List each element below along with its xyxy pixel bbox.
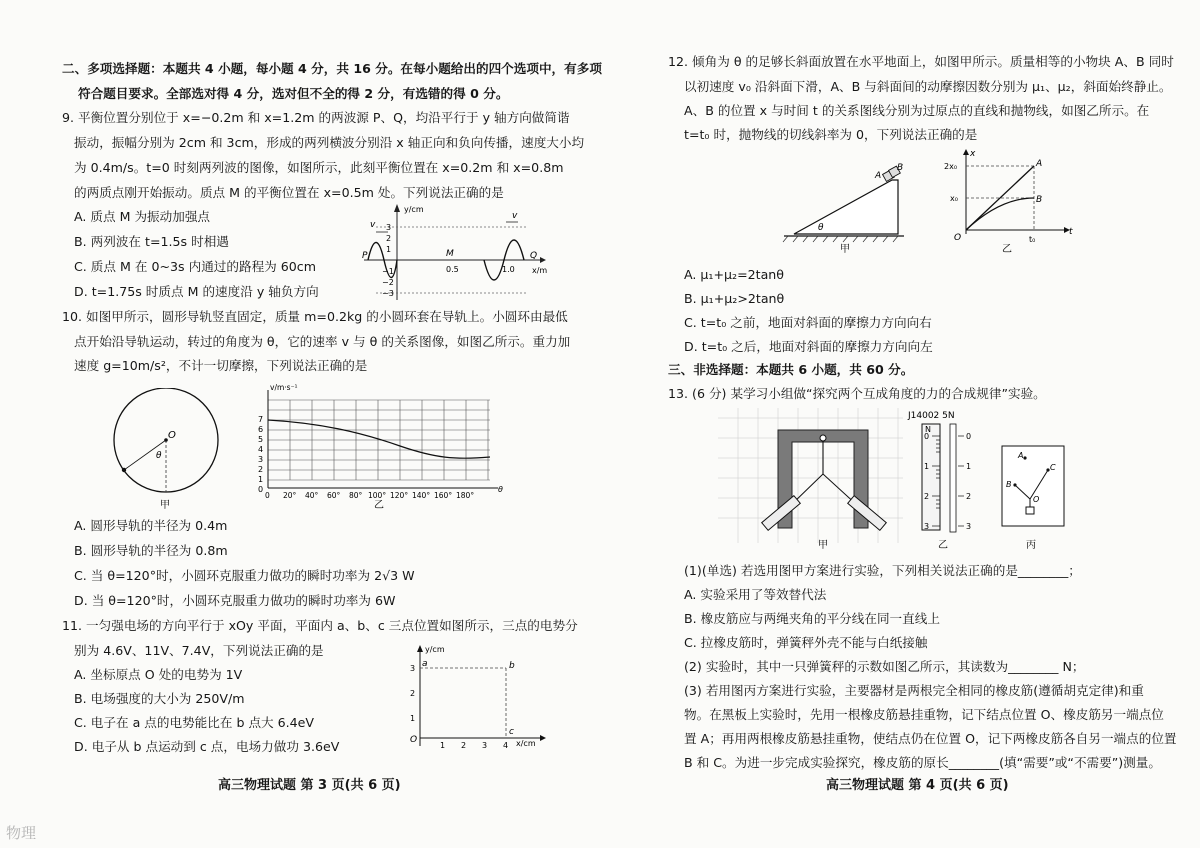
wave-x-tick-1.0: 1.0 [502,265,515,274]
speed-angle-chart [250,380,512,512]
q11-option-a: A. 坐标原点 O 处的电势为 1V [74,667,243,682]
speed-y-axis-label: v/m·s⁻¹ [270,383,298,392]
spring-tick-3-right: 3 [966,522,972,531]
wave-y-tick-neg2: −2 [382,278,394,287]
efield-y-tick-3: 3 [410,664,416,673]
q9-stem-4: 的两质点刚开始振动。质点 M 的平衡位置在 x=0.5m 处。下列说法正确的是 [74,185,504,200]
section-multiple-choice-heading: 二、多项选择题：本题共 4 小题，每小题 4 分，共 16 分。在每小题给出的四个选项中，有多项 [62,61,602,76]
efield-x-tick-2: 2 [461,741,467,750]
efield-origin: O [410,735,418,745]
xt-tick-t0: t₀ [1029,235,1036,244]
q11-stem-1: 11. 一匀强电场的方向平行于 xOy 平面，平面内 a、b、c 三点位置如图所示，三点的电势分 [62,618,578,633]
wave-y-tick-2: 2 [386,234,392,243]
speed-x-tick-140: 140° [412,491,431,500]
incline-label-a: A [875,171,882,181]
knot-point-a: A [1018,451,1024,460]
spring-tick-1-right: 1 [966,462,972,471]
point-a: a [422,659,428,669]
wave-y-tick-3: 3 [386,223,392,232]
speed-x-tick-60: 60° [327,491,341,500]
wave-y-tick-1: 1 [386,245,392,254]
xt-label-b: B [1036,195,1043,205]
experiment-figures [718,408,1138,553]
q10-option-a: A. 圆形导轨的半径为 0.4m [74,518,228,533]
speed-y-tick-5: 5 [258,435,264,444]
q12-option-b: B. μ₁+μ₂>2tanθ [684,291,785,306]
speed-y-tick-3: 3 [258,455,264,464]
incline-slope [794,180,898,234]
wave-figure [356,200,552,304]
page-footer-left: 高三物理试题 第 3 页(共 6 页) [218,778,401,793]
knot-point-o: O [1033,495,1040,504]
wave-x-tick-0.5: 0.5 [446,265,459,274]
q9-option-d: D. t=1.75s 时质点 M 的速度沿 y 轴负方向 [74,284,319,299]
efield-y-tick-2: 2 [410,689,416,698]
wave-velocity-left: v [370,220,376,230]
xt-origin: O [954,233,962,243]
wave-y-tick-neg1: −1 [382,267,394,276]
speed-x-tick-180: 180° [456,491,475,500]
q13-option-c: C. 拉橡皮筋时，弹簧秤外壳不能与白纸接触 [684,635,928,650]
spring-tick-0-right: 0 [966,432,972,441]
board-caption: 甲 [818,540,828,551]
q10-option-d: D. 当 θ=120°时，小圆环克服重力做功的瞬时功率为 6W [74,593,396,608]
spring-unit: N [925,425,931,434]
section-non-choice-heading: 三、非选择题：本题共 6 小题，共 60 分。 [668,362,914,377]
speed-curve [268,420,490,458]
knot-caption: 丙 [1026,540,1036,551]
watermark-text: 物理 [6,824,37,842]
wave-y-axis-label: y/cm [404,205,424,214]
xt-curve-b [966,198,1034,230]
speed-y-tick-0: 0 [258,485,264,494]
section-multiple-choice-rules: 符合题目要求。全部选对得 4 分，选对但不全的得 2 分，有选错的得 0 分。 [78,86,509,101]
q10-option-b: B. 圆形导轨的半径为 0.8m [74,543,228,558]
efield-x-axis-label: x/cm [516,739,536,748]
xt-t-label: t [1069,227,1073,237]
incline-caption: 甲 [840,244,850,255]
speed-x-tick-40: 40° [305,491,319,500]
hanging-weight [1026,507,1034,514]
xt-caption: 乙 [1002,244,1012,255]
q10-stem-2: 点开始沿导轨运动，转过的角度为 θ，它的速率 v 与 θ 的关系图像，如图乙所示。重力加 [74,334,571,349]
efield-x-tick-3: 3 [482,741,488,750]
spring-header: J14002 5N [908,411,955,421]
q13-part1: (1)(单选) 若选用图甲方案进行实验，下列相关说法正确的是________； [684,563,1081,578]
q12-option-d: D. t=t₀ 之后，地面对斜面的摩擦力方向向左 [684,339,933,354]
wave-label-m: M [446,249,454,259]
q12-option-c: C. t=t₀ 之前，地面对斜面的摩擦力方向向右 [684,315,932,330]
q11-option-c: C. 电子在 a 点的电势能比在 b 点大 6.4eV [74,715,315,730]
wave-label-q: Q [530,251,538,261]
knot-point-b: B [1006,480,1012,489]
incline-angle: θ [818,223,824,233]
q13-part3-2: 物。在黑板上实验时，先用一根橡皮筋悬挂重物，记下结点位置 O、橡皮筋另一端点位 [684,707,1164,722]
speed-x-tick-80: 80° [349,491,363,500]
xt-label-a: A [1036,159,1043,169]
q9-stem-2: 振动，振幅分别为 2cm 和 3cm，形成的两列横波分别沿 x 轴正向和负向传播，速度大小均 [74,135,585,150]
small-ring [122,468,126,472]
efield-y-axis-label: y/cm [425,645,445,654]
spring-caption: 乙 [938,540,948,551]
q13-stem: 13. (6 分) 某学习小组做“探究两个互成角度的力的合成规律”实验。 [668,386,1046,401]
xt-tick-x0: x₀ [950,194,958,203]
incline-label-b: B [897,163,904,173]
spring-tick-1: 1 [924,462,930,471]
q12-stem-1: 12. 倾角为 θ 的足够长斜面放置在水平地面上，如图甲所示。质量相等的小物块 A、B 同时 [668,54,1174,69]
circle-angle-label: θ [156,451,162,461]
efield-figure [400,642,550,750]
speed-x-tick-120: 120° [390,491,409,500]
circle-caption: 甲 [160,500,170,511]
speed-y-tick-7: 7 [258,415,264,424]
xt-tick-2x0: 2x₀ [944,162,958,171]
xt-y-label: x [970,149,976,159]
spring-tick-2: 2 [924,492,930,501]
circle-center-label: O [168,430,176,441]
point-c: c [509,727,514,737]
speed-y-tick-2: 2 [258,465,264,474]
right-page [600,0,1200,848]
q12-stem-4: t=t₀ 时，抛物线的切线斜率为 0，下列说法正确的是 [684,127,978,142]
q9-stem-1: 9. 平衡位置分别位于 x=−0.2m 和 x=1.2m 的两波源 P、Q，均沿平行于 y 轴方向做简谐 [62,110,570,125]
q12-stem-3: A、B 的位置 x 与时间 t 的关系图线分别为过原点的直线和抛物线，如图乙所示。在 [684,103,1150,118]
q9-option-a: A. 质点 M 为振动加强点 [74,209,211,224]
xt-graph [938,146,1078,256]
q13-part2: (2) 实验时，其中一只弹簧秤的示数如图乙所示，其读数为________ N； [684,659,1085,674]
q11-option-d: D. 电子从 b 点运动到 c 点，电场力做功 3.6eV [74,739,340,754]
point-b: b [509,661,515,671]
spring-tick-0: 0 [924,432,930,441]
speed-x-tick-0: 0 [265,491,270,500]
q11-stem-2: 别为 4.6V、11V、7.4V，下列说法正确的是 [74,643,324,658]
wave-velocity-right: v [512,211,518,221]
q9-option-b: B. 两列波在 t=1.5s 时相遇 [74,234,229,249]
q9-option-c: C. 质点 M 在 0~3s 内通过的路程为 60cm [74,259,316,274]
circle-track-figure [110,388,230,512]
q10-option-c: C. 当 θ=120°时，小圆环克服重力做功的瞬时功率为 2√3 W [74,568,415,583]
speed-x-tick-20: 20° [283,491,297,500]
speed-y-tick-1: 1 [258,475,264,484]
q13-part3-1: (3) 若用图丙方案进行实验，主要器材是两根完全相同的橡皮筋(遵循胡克定律)和重 [684,683,1144,698]
speed-y-tick-6: 6 [258,425,264,434]
knot-point-c: C [1050,463,1056,472]
q13-option-a: A. 实验采用了等效替代法 [684,587,827,602]
spring-tick-2-right: 2 [966,492,972,501]
page-footer-right: 高三物理试题 第 4 页(共 6 页) [826,778,1009,793]
speed-x-axis-label: θ [498,485,503,494]
q9-stem-3: 为 0.4m/s。t=0 时刻两列波的图像，如图所示，此刻平衡位置在 x=0.2m 和 x=0.8m [74,160,564,175]
wave-label-p: P [362,251,368,261]
q10-stem-1: 10. 如图甲所示，圆形导轨竖直固定，质量 m=0.2kg 的小圆环套在导轨上。小圆环由最低 [62,309,568,324]
q13-part3-4: B 和 C。为进一步完成实验探究，橡皮筋的原长________(填“需要”或“不需要”)测量。 [684,755,1161,770]
wave-y-tick-neg3: −3 [382,289,394,298]
incline-figure [780,158,920,256]
q10-stem-3: 速度 g=10m/s²，不计一切摩擦，下列说法正确的是 [74,358,368,373]
efield-x-tick-4: 4 [503,741,509,750]
efield-y-tick-1: 1 [410,714,416,723]
speed-caption: 乙 [374,500,384,511]
speed-x-tick-160: 160° [434,491,453,500]
q13-option-b: B. 橡皮筋应与两绳夹角的平分线在同一直线上 [684,611,940,626]
q12-stem-2: 以初速度 v₀ 沿斜面下滑，A、B 与斜面间的动摩擦因数分别为 μ₁、μ₂，斜面始终静止。 [684,79,1172,94]
q13-part3-3: 置 A；再用两根橡皮筋悬挂重物，使结点仍在位置 O，记下两橡皮筋各自另一端点的位置 [684,731,1177,746]
q11-option-b: B. 电场强度的大小为 250V/m [74,691,245,706]
speed-y-tick-4: 4 [258,445,264,454]
spring-tick-3: 3 [924,522,930,531]
wave-x-axis-label: x/m [532,266,548,275]
efield-x-tick-1: 1 [440,741,446,750]
q12-option-a: A. μ₁+μ₂=2tanθ [684,267,784,282]
speed-x-tick-100: 100° [368,491,387,500]
